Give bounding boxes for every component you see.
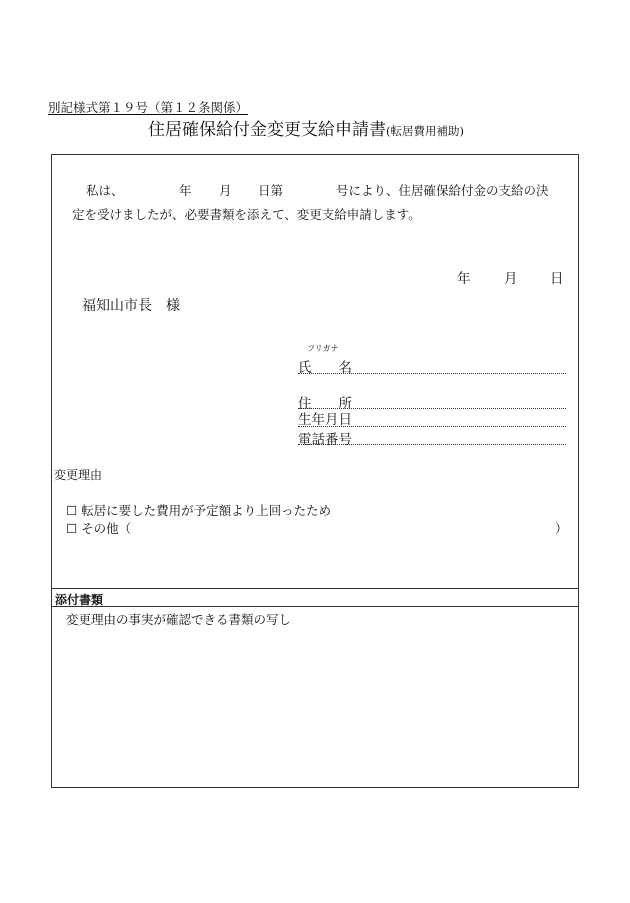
reason-heading: 変更理由 (54, 468, 103, 482)
statement-line2: 定を受けましたが、必要書類を添えて、変更支給申請します。 (72, 207, 421, 222)
phone-label: 電話番号 (298, 432, 352, 448)
date-month: 月 (504, 271, 518, 287)
statement-month: 月 (219, 183, 232, 198)
reason-other-close: ） (555, 521, 568, 536)
divider-top (52, 588, 578, 589)
name-line (298, 373, 566, 374)
furigana-label: フリガナ (307, 344, 339, 353)
birthdate-line (298, 426, 566, 427)
attachments-heading: 添付書類 (55, 593, 104, 607)
title-note: (転居費用補助) (386, 124, 464, 138)
address-label: 住 所 (298, 396, 352, 412)
divider-bottom (52, 606, 578, 607)
title-main: 住居確保給付金変更支給申請書 (148, 120, 386, 140)
document-title (148, 115, 464, 140)
statement-day-number: 日第 (258, 183, 284, 198)
reason-option-other[interactable]: ☐ その他（ (66, 521, 132, 536)
form-number: 別記様式第１９号（第１２条関係） (48, 100, 249, 115)
name-label: 氏 名 (298, 360, 352, 376)
birthdate-label: 生年月日 (298, 412, 352, 428)
phone-line (298, 444, 566, 445)
statement-year: 年 (179, 183, 192, 198)
attachment-item: 変更理由の事実が確認できる書類の写し (66, 612, 292, 627)
statement-suffix: 号により、住居確保給付金の支給の決 (336, 183, 549, 198)
statement-prefix: 私は、 (86, 183, 124, 198)
form-box (51, 154, 579, 788)
reason-option-moving-cost[interactable]: ☐ 転居に要した費用が予定額より上回ったため (66, 503, 332, 518)
date-year: 年 (457, 271, 471, 287)
date-day: 日 (550, 271, 564, 287)
addressee: 福知山市長 様 (82, 298, 180, 314)
